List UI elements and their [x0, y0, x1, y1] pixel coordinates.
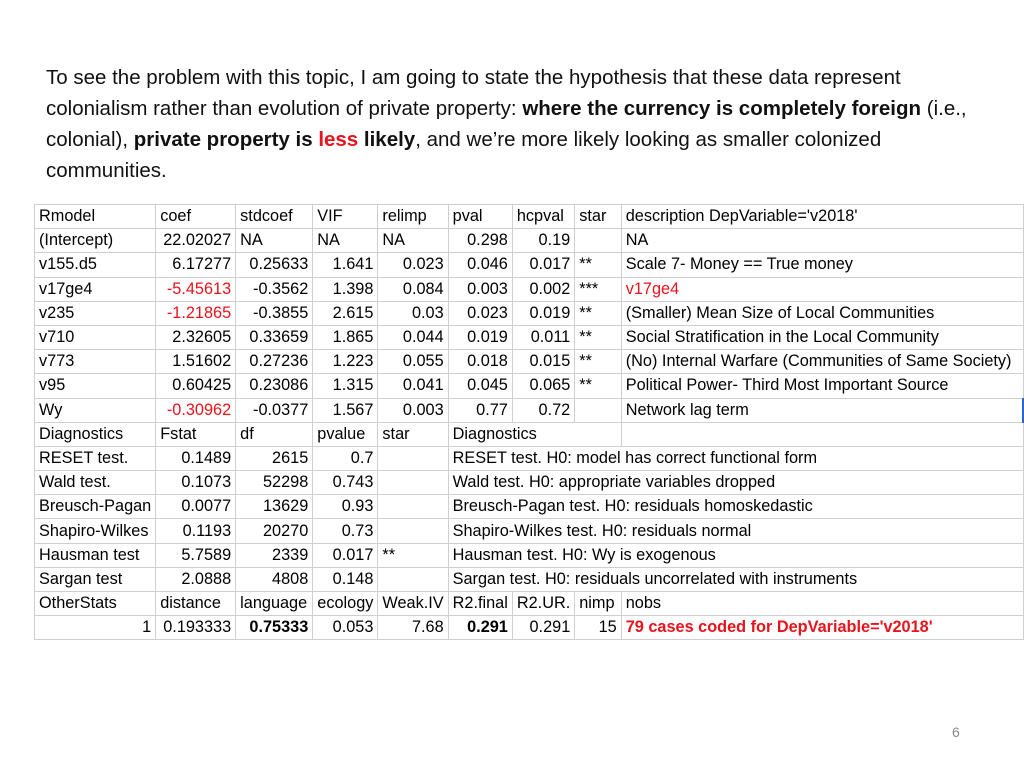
coef-cell[interactable]: -5.45613 — [156, 277, 236, 301]
table-row — [35, 253, 1024, 277]
star-cell[interactable]: *** — [575, 277, 621, 301]
para-red-less: less — [318, 128, 359, 151]
header-cell[interactable]: language — [236, 592, 313, 616]
table-row — [35, 350, 1024, 374]
header-cell[interactable]: stdcoef — [236, 205, 313, 229]
coef-cell[interactable]: -0.30962 — [156, 398, 236, 422]
page-number: 6 — [952, 724, 960, 740]
df-cell[interactable]: 4808 — [236, 567, 313, 591]
otherstats-header-row — [35, 592, 1024, 616]
table-row — [35, 519, 1024, 543]
fstat-cell[interactable]: 0.1193 — [156, 519, 236, 543]
para-bold-currency: where the currency is completely foreign — [522, 97, 922, 120]
hcpval-cell[interactable]: 0.065 — [512, 374, 574, 398]
pval-cell[interactable]: 0.045 — [448, 374, 512, 398]
star-cell[interactable] — [378, 519, 448, 543]
hcpval-cell[interactable]: 0.017 — [512, 253, 574, 277]
stdcoef-cell[interactable]: NA — [236, 229, 313, 253]
table-row — [35, 229, 1024, 253]
df-cell[interactable]: 13629 — [236, 495, 313, 519]
vif-cell[interactable]: NA — [313, 229, 378, 253]
hcpval-cell[interactable]: 0.019 — [512, 301, 574, 325]
var-name-cell[interactable]: v773 — [35, 350, 156, 374]
header-cell[interactable]: OtherStats — [35, 592, 156, 616]
relimp-cell[interactable]: 0.044 — [378, 325, 448, 349]
var-name-cell[interactable]: v155.d5 — [35, 253, 156, 277]
header-cell[interactable]: VIF — [313, 205, 378, 229]
relimp-cell[interactable]: NA — [378, 229, 448, 253]
fstat-cell[interactable]: 0.0077 — [156, 495, 236, 519]
header-cell[interactable]: coef — [156, 205, 236, 229]
test-name-cell[interactable]: Shapiro-Wilkes — [35, 519, 156, 543]
vif-cell[interactable]: 1.567 — [313, 398, 378, 422]
table-row — [35, 471, 1024, 495]
coef-cell[interactable]: 6.17277 — [156, 253, 236, 277]
df-cell[interactable]: 2339 — [236, 543, 313, 567]
test-description-cell[interactable]: RESET test. H0: model has correct functional form — [448, 446, 1023, 470]
relimp-cell[interactable]: 0.055 — [378, 350, 448, 374]
table-row — [35, 543, 1024, 567]
header-cell[interactable]: pvalue — [313, 422, 378, 446]
language-cell[interactable]: 0.75333 — [236, 616, 313, 640]
fstat-cell[interactable]: 0.1073 — [156, 471, 236, 495]
para-bold-private: private property is — [133, 128, 319, 151]
header-cell[interactable]: description DepVariable='v2018' — [621, 205, 1023, 229]
test-name-cell[interactable]: Hausman test — [35, 543, 156, 567]
relimp-cell[interactable]: 0.003 — [378, 398, 448, 422]
relimp-cell[interactable]: 0.023 — [378, 253, 448, 277]
coef-cell[interactable]: 2.32605 — [156, 325, 236, 349]
star-cell[interactable]: ** — [378, 543, 448, 567]
header-cell[interactable]: Diagnostics — [35, 422, 156, 446]
table-row — [35, 398, 1024, 422]
test-name-cell[interactable]: Sargan test — [35, 567, 156, 591]
description-cell[interactable]: (No) Internal Warfare (Communities of Same Society) — [621, 350, 1023, 374]
coef-cell[interactable]: 22.02027 — [156, 229, 236, 253]
var-name-cell[interactable]: v235 — [35, 301, 156, 325]
description-cell[interactable]: Network lag term — [621, 398, 1023, 422]
star-cell[interactable] — [378, 567, 448, 591]
header-cell[interactable]: nimp — [575, 592, 621, 616]
pval-cell[interactable]: 0.003 — [448, 277, 512, 301]
otherstats-cell[interactable]: 1 — [35, 616, 156, 640]
star-cell[interactable] — [575, 398, 621, 422]
header-cell[interactable]: nobs — [621, 592, 1023, 616]
intro-paragraph — [46, 62, 986, 186]
star-cell[interactable]: ** — [575, 350, 621, 374]
vif-cell[interactable]: 1.865 — [313, 325, 378, 349]
pvalue-cell[interactable]: 0.148 — [313, 567, 378, 591]
pval-cell[interactable]: 0.023 — [448, 301, 512, 325]
stdcoef-cell[interactable]: 0.27236 — [236, 350, 313, 374]
para-text-3: , and we’re more likely looking as smaller colonized communities. — [46, 128, 882, 182]
header-cell[interactable]: R2.UR. — [512, 592, 574, 616]
para-text-1: To see the problem with this topic, I am going to state the hypothesis that these data represent colonialism rather than evolution of private property: — [46, 66, 901, 120]
relimp-cell[interactable]: 0.03 — [378, 301, 448, 325]
header-cell[interactable]: df — [236, 422, 313, 446]
stdcoef-cell[interactable]: -0.3562 — [236, 277, 313, 301]
table-row — [35, 301, 1024, 325]
var-name-cell[interactable]: v17ge4 — [35, 277, 156, 301]
vif-cell[interactable]: 1.315 — [313, 374, 378, 398]
header-cell[interactable]: Rmodel — [35, 205, 156, 229]
ecology-cell[interactable]: 0.053 — [313, 616, 378, 640]
fstat-cell[interactable]: 2.0888 — [156, 567, 236, 591]
test-description-cell[interactable]: Sargan test. H0: residuals uncorrelated with instruments — [448, 567, 1023, 591]
pval-cell[interactable]: 0.046 — [448, 253, 512, 277]
r2-ur-cell[interactable]: 0.291 — [512, 616, 574, 640]
hcpval-cell[interactable]: 0.002 — [512, 277, 574, 301]
pval-cell[interactable]: 0.77 — [448, 398, 512, 422]
para-text-2: (i.e., colonial), — [46, 97, 967, 151]
pvalue-cell[interactable]: 0.7 — [313, 446, 378, 470]
star-cell[interactable]: ** — [575, 301, 621, 325]
description-cell[interactable]: NA — [621, 229, 1023, 253]
fstat-cell[interactable]: 5.7589 — [156, 543, 236, 567]
description-cell[interactable]: Social Stratification in the Local Community — [621, 325, 1023, 349]
test-name-cell[interactable]: RESET test. — [35, 446, 156, 470]
header-cell[interactable]: relimp — [378, 205, 448, 229]
coef-cell[interactable]: 1.51602 — [156, 350, 236, 374]
table-row — [35, 277, 1024, 301]
header-cell[interactable]: Weak.IV — [378, 592, 448, 616]
table-header-row — [35, 205, 1024, 229]
stdcoef-cell[interactable]: -0.3855 — [236, 301, 313, 325]
pvalue-cell[interactable]: 0.017 — [313, 543, 378, 567]
header-cell[interactable]: pval — [448, 205, 512, 229]
distance-cell[interactable]: 0.193333 — [156, 616, 236, 640]
table-row — [35, 325, 1024, 349]
pvalue-cell[interactable]: 0.743 — [313, 471, 378, 495]
empty-cell[interactable] — [621, 422, 1023, 446]
stdcoef-cell[interactable]: 0.25633 — [236, 253, 313, 277]
r2-final-cell[interactable]: 0.291 — [448, 616, 512, 640]
hcpval-cell[interactable]: 0.015 — [512, 350, 574, 374]
star-cell[interactable] — [378, 471, 448, 495]
hcpval-cell[interactable]: 0.72 — [512, 398, 574, 422]
test-description-cell[interactable]: Wald test. H0: appropriate variables dropped — [448, 471, 1023, 495]
stdcoef-cell[interactable]: -0.0377 — [236, 398, 313, 422]
header-cell[interactable]: star — [378, 422, 448, 446]
test-name-cell[interactable]: Wald test. — [35, 471, 156, 495]
var-name-cell[interactable]: v95 — [35, 374, 156, 398]
vif-cell[interactable]: 1.398 — [313, 277, 378, 301]
nimp-cell[interactable]: 15 — [575, 616, 621, 640]
var-name-cell[interactable]: (Intercept) — [35, 229, 156, 253]
description-cell[interactable]: v17ge4 — [621, 277, 1023, 301]
hcpval-cell[interactable]: 0.011 — [512, 325, 574, 349]
test-description-cell[interactable]: Hausman test. H0: Wy is exogenous — [448, 543, 1023, 567]
pval-cell[interactable]: 0.298 — [448, 229, 512, 253]
vif-cell[interactable]: 2.615 — [313, 301, 378, 325]
para-bold-likely: likely — [358, 128, 416, 151]
header-cell[interactable]: hcpval — [512, 205, 574, 229]
hcpval-cell[interactable]: 0.19 — [512, 229, 574, 253]
test-description-cell[interactable]: Shapiro-Wilkes test. H0: residuals normal — [448, 519, 1023, 543]
table-row — [35, 567, 1024, 591]
coef-cell[interactable]: -1.21865 — [156, 301, 236, 325]
fstat-cell[interactable]: 0.1489 — [156, 446, 236, 470]
pvalue-cell[interactable]: 0.93 — [313, 495, 378, 519]
star-cell[interactable] — [378, 446, 448, 470]
stdcoef-cell[interactable]: 0.33659 — [236, 325, 313, 349]
star-cell[interactable]: ** — [575, 325, 621, 349]
pval-cell[interactable]: 0.019 — [448, 325, 512, 349]
diagnostics-header-row — [35, 422, 1024, 446]
df-cell[interactable]: 52298 — [236, 471, 313, 495]
var-name-cell[interactable]: v710 — [35, 325, 156, 349]
table-row — [35, 446, 1024, 470]
vif-cell[interactable]: 1.223 — [313, 350, 378, 374]
test-description-cell[interactable]: Breusch-Pagan test. H0: residuals homoskedastic — [448, 495, 1023, 519]
header-cell[interactable]: star — [575, 205, 621, 229]
header-cell[interactable]: Diagnostics — [448, 422, 621, 446]
var-name-cell[interactable]: Wy — [35, 398, 156, 422]
df-cell[interactable]: 2615 — [236, 446, 313, 470]
df-cell[interactable]: 20270 — [236, 519, 313, 543]
relimp-cell[interactable]: 0.041 — [378, 374, 448, 398]
stdcoef-cell[interactable]: 0.23086 — [236, 374, 313, 398]
table-row — [35, 495, 1024, 519]
coef-cell[interactable]: 0.60425 — [156, 374, 236, 398]
header-cell[interactable]: R2.final — [448, 592, 512, 616]
nobs-cell[interactable]: 79 cases coded for DepVariable='v2018' — [621, 616, 1023, 640]
star-cell[interactable]: ** — [575, 253, 621, 277]
description-cell[interactable]: (Smaller) Mean Size of Local Communities — [621, 301, 1023, 325]
star-cell[interactable] — [575, 229, 621, 253]
regression-table — [34, 204, 1024, 640]
description-cell[interactable]: Scale 7- Money == True money — [621, 253, 1023, 277]
star-cell[interactable]: ** — [575, 374, 621, 398]
header-cell[interactable]: distance — [156, 592, 236, 616]
test-name-cell[interactable]: Breusch-Pagan — [35, 495, 156, 519]
table-row — [35, 374, 1024, 398]
vif-cell[interactable]: 1.641 — [313, 253, 378, 277]
header-cell[interactable]: ecology — [313, 592, 378, 616]
header-cell[interactable]: Fstat — [156, 422, 236, 446]
star-cell[interactable] — [378, 495, 448, 519]
relimp-cell[interactable]: 0.084 — [378, 277, 448, 301]
weak-iv-cell[interactable]: 7.68 — [378, 616, 448, 640]
otherstats-row — [35, 616, 1024, 640]
pval-cell[interactable]: 0.018 — [448, 350, 512, 374]
description-cell[interactable]: Political Power- Third Most Important Source — [621, 374, 1023, 398]
pvalue-cell[interactable]: 0.73 — [313, 519, 378, 543]
